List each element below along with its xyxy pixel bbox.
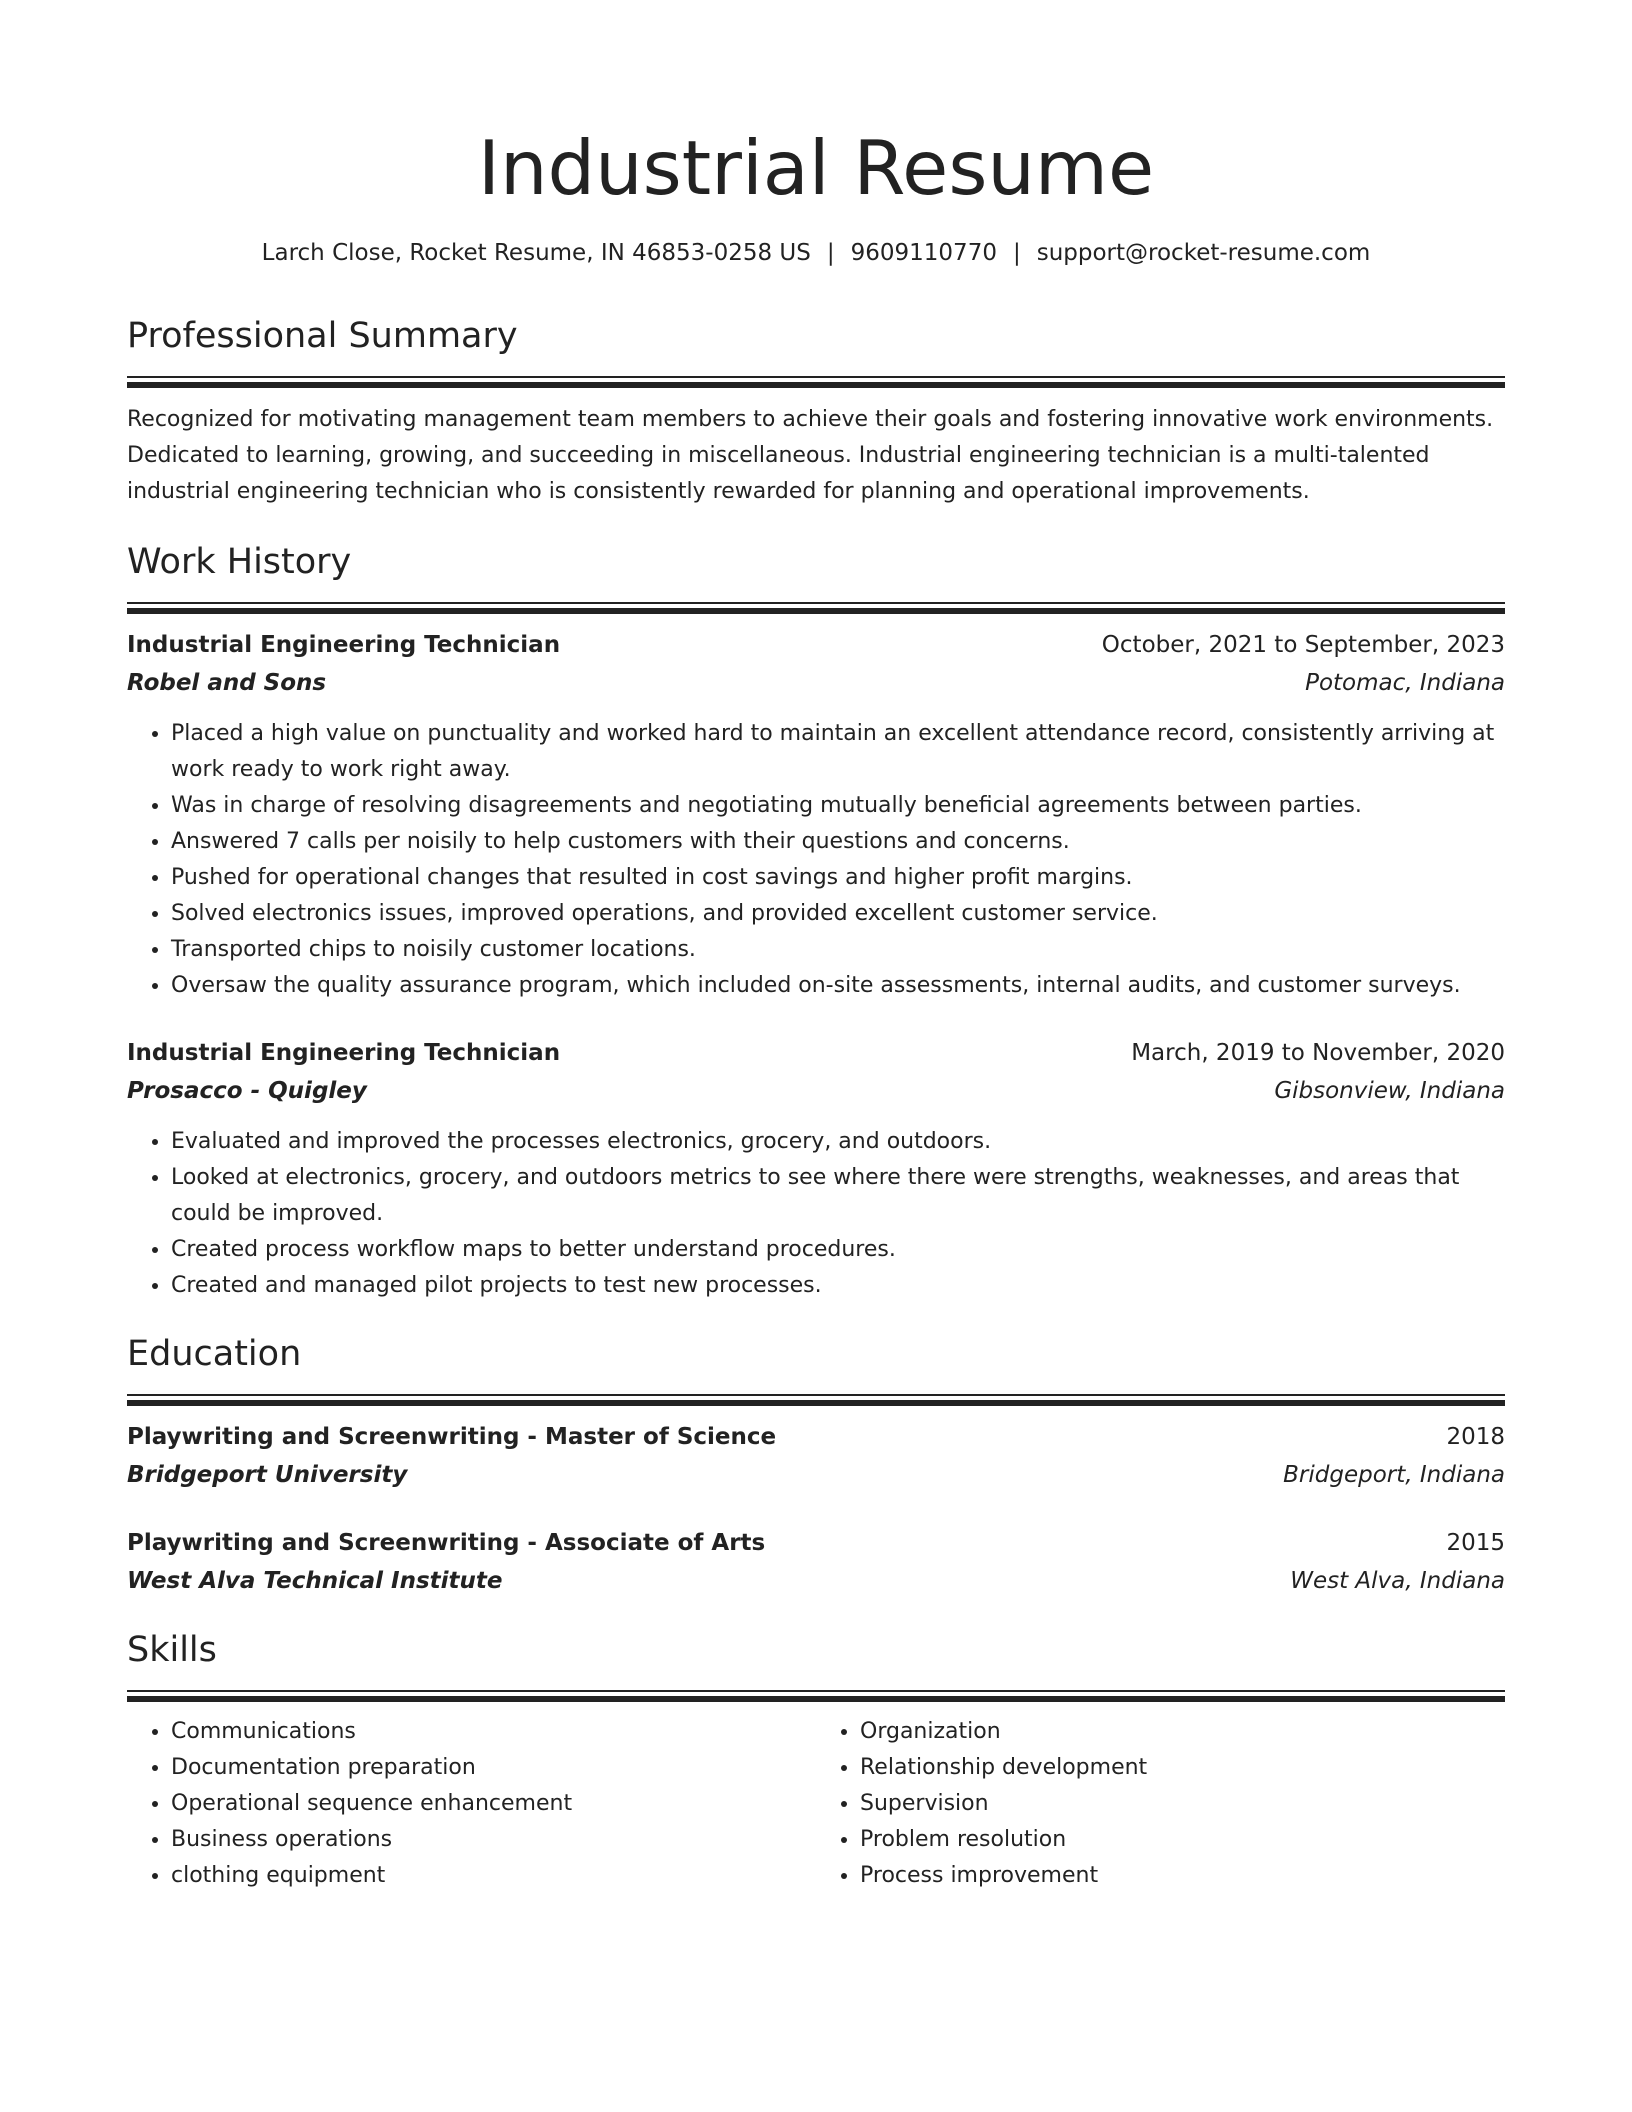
job-company-row: [127, 1072, 1505, 1110]
education-header-row: [127, 1418, 1505, 1456]
job-bullet: • Placed a high value on punctuality and worked hard to maintain an excellent attendance record, consistently arriving at work ready to work right away.: [171, 716, 1505, 788]
job-bullet: • Transported chips to noisily customer locations.: [171, 932, 1505, 968]
section-title-summary: Professional Summary: [127, 316, 518, 356]
job-title: Industrial Engineering Technician: [127, 1040, 561, 1066]
skill-item: • Process improvement: [860, 1858, 1505, 1894]
skill-item: • Business operations: [171, 1822, 816, 1858]
job-dates: March, 2019 to November, 2020: [1131, 1040, 1505, 1066]
education-school: West Alva Technical Institute: [127, 1568, 503, 1594]
job-bullet: • Was in charge of resolving disagreements and negotiating mutually beneficial agreements between parties.: [171, 788, 1505, 824]
job-company: Prosacco - Quigley: [127, 1078, 367, 1104]
education-location: Bridgeport, Indiana: [1283, 1462, 1505, 1488]
skill-item: • Problem resolution: [860, 1822, 1505, 1858]
education-year: 2015: [1446, 1530, 1505, 1556]
contact-address: Larch Close, Rocket Resume, IN 46853-0258 US: [261, 240, 811, 266]
skill-item: • clothing equipment: [171, 1858, 816, 1894]
section-title-work-history: Work History: [127, 542, 352, 582]
education-degree: Playwriting and Screenwriting - Master of Science: [127, 1424, 777, 1450]
job-company: Robel and Sons: [127, 670, 327, 696]
job-bullets: [127, 716, 1505, 1004]
skills-column-left: [127, 1714, 816, 1894]
education-entry: [127, 1418, 1505, 1494]
job-location: Gibsonview, Indiana: [1274, 1078, 1505, 1104]
job-title: Industrial Engineering Technician: [127, 632, 561, 658]
skill-item: • Relationship development: [860, 1750, 1505, 1786]
section-divider: [127, 376, 1505, 388]
education-school-row: [127, 1562, 1505, 1600]
skill-item: • Supervision: [860, 1786, 1505, 1822]
education-school-row: [127, 1456, 1505, 1494]
section-title-education: Education: [127, 1334, 302, 1374]
resume-header: [127, 0, 1505, 270]
education-school: Bridgeport University: [127, 1462, 408, 1488]
section-title-skills: Skills: [127, 1630, 217, 1670]
job-bullet: • Oversaw the quality assurance program, which included on-site assessments, internal audits, and customer surveys.: [171, 968, 1505, 1004]
education-year: 2018: [1446, 1424, 1505, 1450]
job-bullet: • Looked at electronics, grocery, and outdoors metrics to see where there were strengths, weaknesses, and areas that could be improved.: [171, 1160, 1505, 1232]
job-bullet: • Created process workflow maps to better understand procedures.: [171, 1232, 1505, 1268]
job-entry: [127, 1034, 1505, 1304]
job-header-row: [127, 1034, 1505, 1072]
summary-text: Recognized for motivating management team members to achieve their goals and fostering innovative work environments. Dedicated to learning, growing, and succeeding in miscellaneous. Industrial engineering technician is a multi-talented industrial engineering technician who is consistently rewarded for planning and operational improvements.: [127, 407, 1494, 504]
contact-separator: |: [1012, 240, 1021, 266]
job-bullet: • Pushed for operational changes that resulted in cost savings and higher profit margins.: [171, 860, 1505, 896]
education-entry: [127, 1524, 1505, 1600]
skill-item: • Communications: [171, 1714, 816, 1750]
education-location: West Alva, Indiana: [1290, 1568, 1505, 1594]
education-header-row: [127, 1524, 1505, 1562]
section-divider: [127, 602, 1505, 614]
contact-email[interactable]: support@rocket-resume.com: [1036, 240, 1371, 266]
skills-columns: [127, 1714, 1505, 1894]
section-divider: [127, 1394, 1505, 1406]
skill-item: • Documentation preparation: [171, 1750, 816, 1786]
job-location: Potomac, Indiana: [1305, 670, 1505, 696]
job-dates: October, 2021 to September, 2023: [1101, 632, 1505, 658]
skill-item: • Operational sequence enhancement: [171, 1786, 816, 1822]
summary-section: [127, 314, 1505, 510]
work-history-section: [127, 540, 1505, 1304]
education-degree: Playwriting and Screenwriting - Associate of Arts: [127, 1530, 766, 1556]
job-bullets: [127, 1124, 1505, 1304]
section-divider: [127, 1690, 1505, 1702]
education-section: [127, 1332, 1505, 1600]
job-bullet: • Evaluated and improved the processes electronics, grocery, and outdoors.: [171, 1124, 1505, 1160]
resume-name: Industrial Resume: [477, 124, 1155, 212]
contact-separator: |: [826, 240, 835, 266]
job-company-row: [127, 664, 1505, 702]
job-bullet: • Created and managed pilot projects to test new processes.: [171, 1268, 1505, 1304]
contact-phone: 9609110770: [850, 240, 997, 266]
skills-column-right: [816, 1714, 1505, 1894]
job-entry: [127, 626, 1505, 1004]
skill-item: • Organization: [860, 1714, 1505, 1750]
job-header-row: [127, 626, 1505, 664]
job-bullet: • Solved electronics issues, improved operations, and provided excellent customer service.: [171, 896, 1505, 932]
contact-line: [127, 236, 1505, 270]
job-bullet: • Answered 7 calls per noisily to help customers with their questions and concerns.: [171, 824, 1505, 860]
skills-section: [127, 1628, 1505, 1894]
